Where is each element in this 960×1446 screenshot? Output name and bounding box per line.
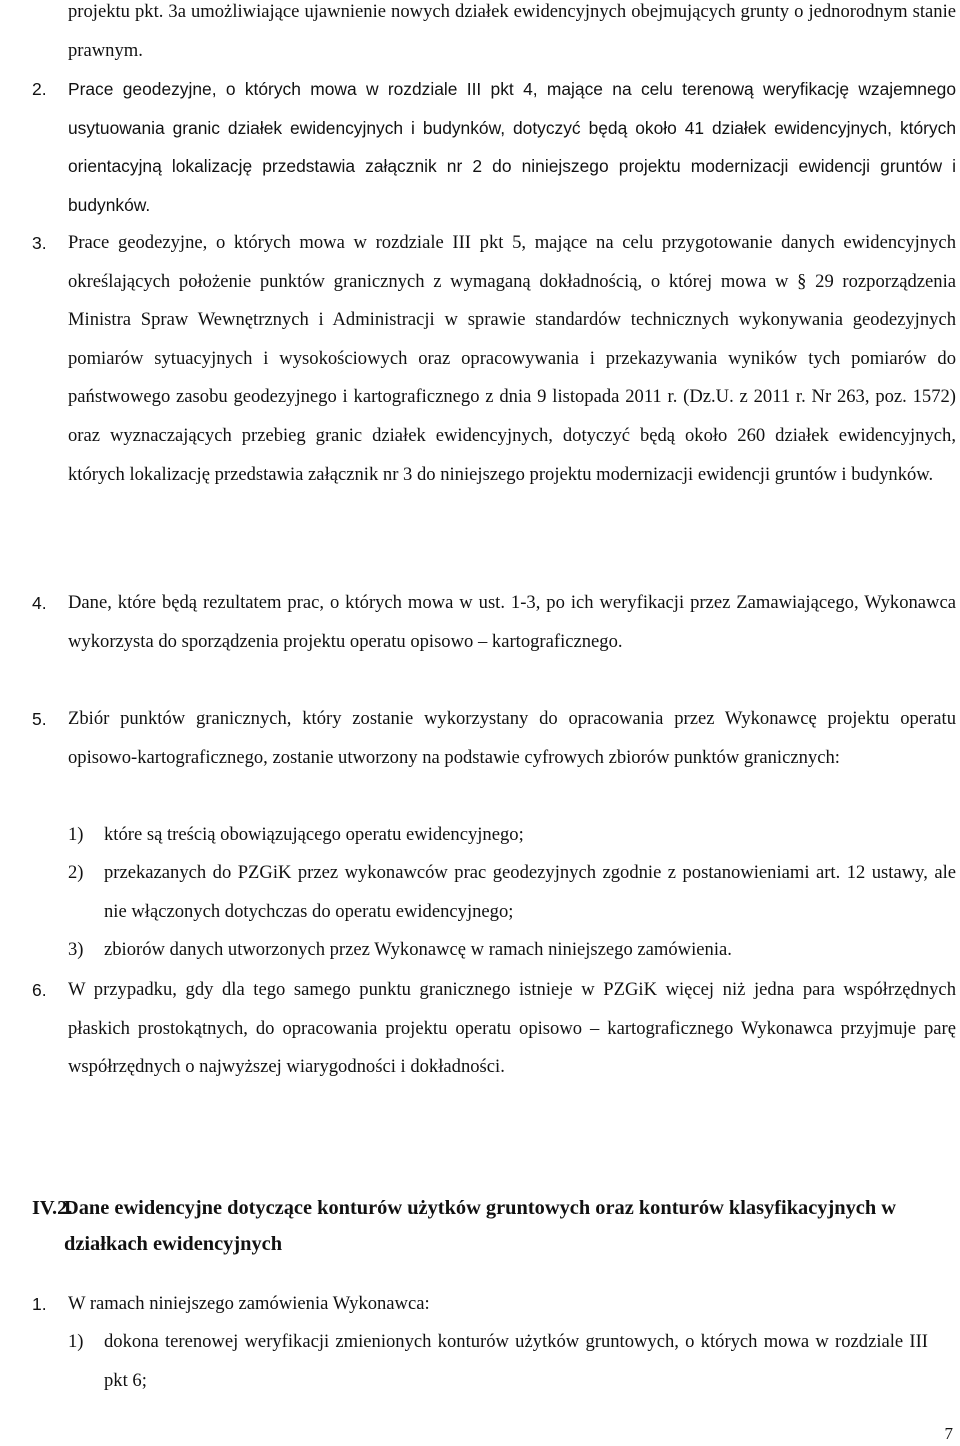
section-list-item-1 [0,1285,960,1324]
list-number: 4. [32,593,47,613]
sub-item-5-3 [68,931,956,970]
intro-paragraph [0,0,960,70]
sub-text: dokona terenowej weryfikacji zmienionych konturów użytków gruntowych, o których mowa w rozdziale III pkt 6; [104,1331,928,1391]
list-number: 2. [32,79,47,99]
section-title: Dane ewidencyjne dotyczące konturów użytków gruntowych oraz konturów klasyfikacyjnych w działkach ewidencyjnych [64,1197,897,1255]
sub-item-5-1 [68,816,956,855]
list-text: Prace geodezyjne, o których mowa w rozdziale III pkt 4, mające na celu terenową weryfikację wzajemnego usytuowania granic działek ewidencyjnych i budynków, dotyczyć będą około 41 działek ewidencyjnych, których orientacyjną lokalizację przedstawia załącznik nr 2 do niniejszego projektu modernizacji ewidencji gruntów i budynków. [68,79,956,215]
page-number: 7 [944,1424,953,1443]
sub-number: 3) [68,939,84,960]
section-heading [32,1190,932,1262]
section-sub-item-1 [68,1323,928,1400]
list-number: 1. [32,1294,47,1314]
list-item-4 [0,584,960,661]
list-text: W ramach niniejszego zamówienia Wykonawca: [68,1293,430,1314]
intro-text: projektu pkt. 3a umożliwiające ujawnienie nowych działek ewidencyjnych obejmujących grunty o jednorodnym stanie prawnym. [68,1,956,61]
list-text: Prace geodezyjne, o których mowa w rozdziale III pkt 5, mające na celu przygotowanie danych ewidencyjnych określających położenie punktów granicznych z wymaganą dokładnością, o której mowa w § 29 rozporządzenia Ministra Spraw Wewnętrznych i Administracji w sprawie standardów technicznych wykonywania geodezyjnych pomiarów sytuacyjnych i wysokościowych oraz opracowywania i przekazywania wyników tych pomiarów do państwowego zasobu geodezyjnego i kartograficznego z dnia 9 listopada 2011 r. (Dz.U. z 2011 r. Nr 263, poz. 1572) oraz wyznaczających przebieg granic działek ewidencyjnych, dotyczyć będą około 260 działek ewidencyjnych, których lokalizację przedstawia załącznik nr 3 do niniejszego projektu modernizacji ewidencji gruntów i budynków. [68,232,956,485]
sub-number: 1) [68,824,84,845]
section-number: IV.2. [32,1197,73,1219]
list-number: 5. [32,709,47,729]
sub-text: zbiorów danych utworzonych przez Wykonawcę w ramach niniejszego zamówienia. [104,939,732,960]
list-item-6 [0,971,960,1087]
list-number: 6. [32,980,47,1000]
list-text: W przypadku, gdy dla tego samego punktu granicznego istnieje w PZGiK więcej niż jedna para współrzędnych płaskich prostokątnych, do opracowania projektu operatu opisowo – kartograficznego Wykonawca przyjmuje parę współrzędnych o najwyższej wiarygodności i dokładności. [68,979,956,1078]
list-item-2 [0,70,960,224]
list-text: Zbiór punktów granicznych, który zostanie wykorzystany do opracowania przez Wykonawcę projektu operatu opisowo-kartograficznego, zostanie utworzony na podstawie cyfrowych zbiorów punktów granicznych: [68,708,956,768]
list-text: Dane, które będą rezultatem prac, o których mowa w ust. 1-3, po ich weryfikacji przez Zamawiającego, Wykonawca wykorzysta do sporządzenia projektu operatu opisowo – kartograficznego. [68,592,956,652]
sub-number: 1) [68,1331,84,1352]
sub-text: które są treścią obowiązującego operatu ewidencyjnego; [104,824,524,845]
sub-number: 2) [68,862,84,883]
list-item-3 [0,224,960,494]
sub-item-5-2 [68,854,956,931]
sub-text: przekazanych do PZGiK przez wykonawców prac geodezyjnych zgodnie z postanowieniami art. 12 ustawy, ale nie włączonych dotychczas do operatu ewidencyjnego; [104,862,956,922]
list-item-5 [0,700,960,777]
list-number: 3. [32,233,47,253]
